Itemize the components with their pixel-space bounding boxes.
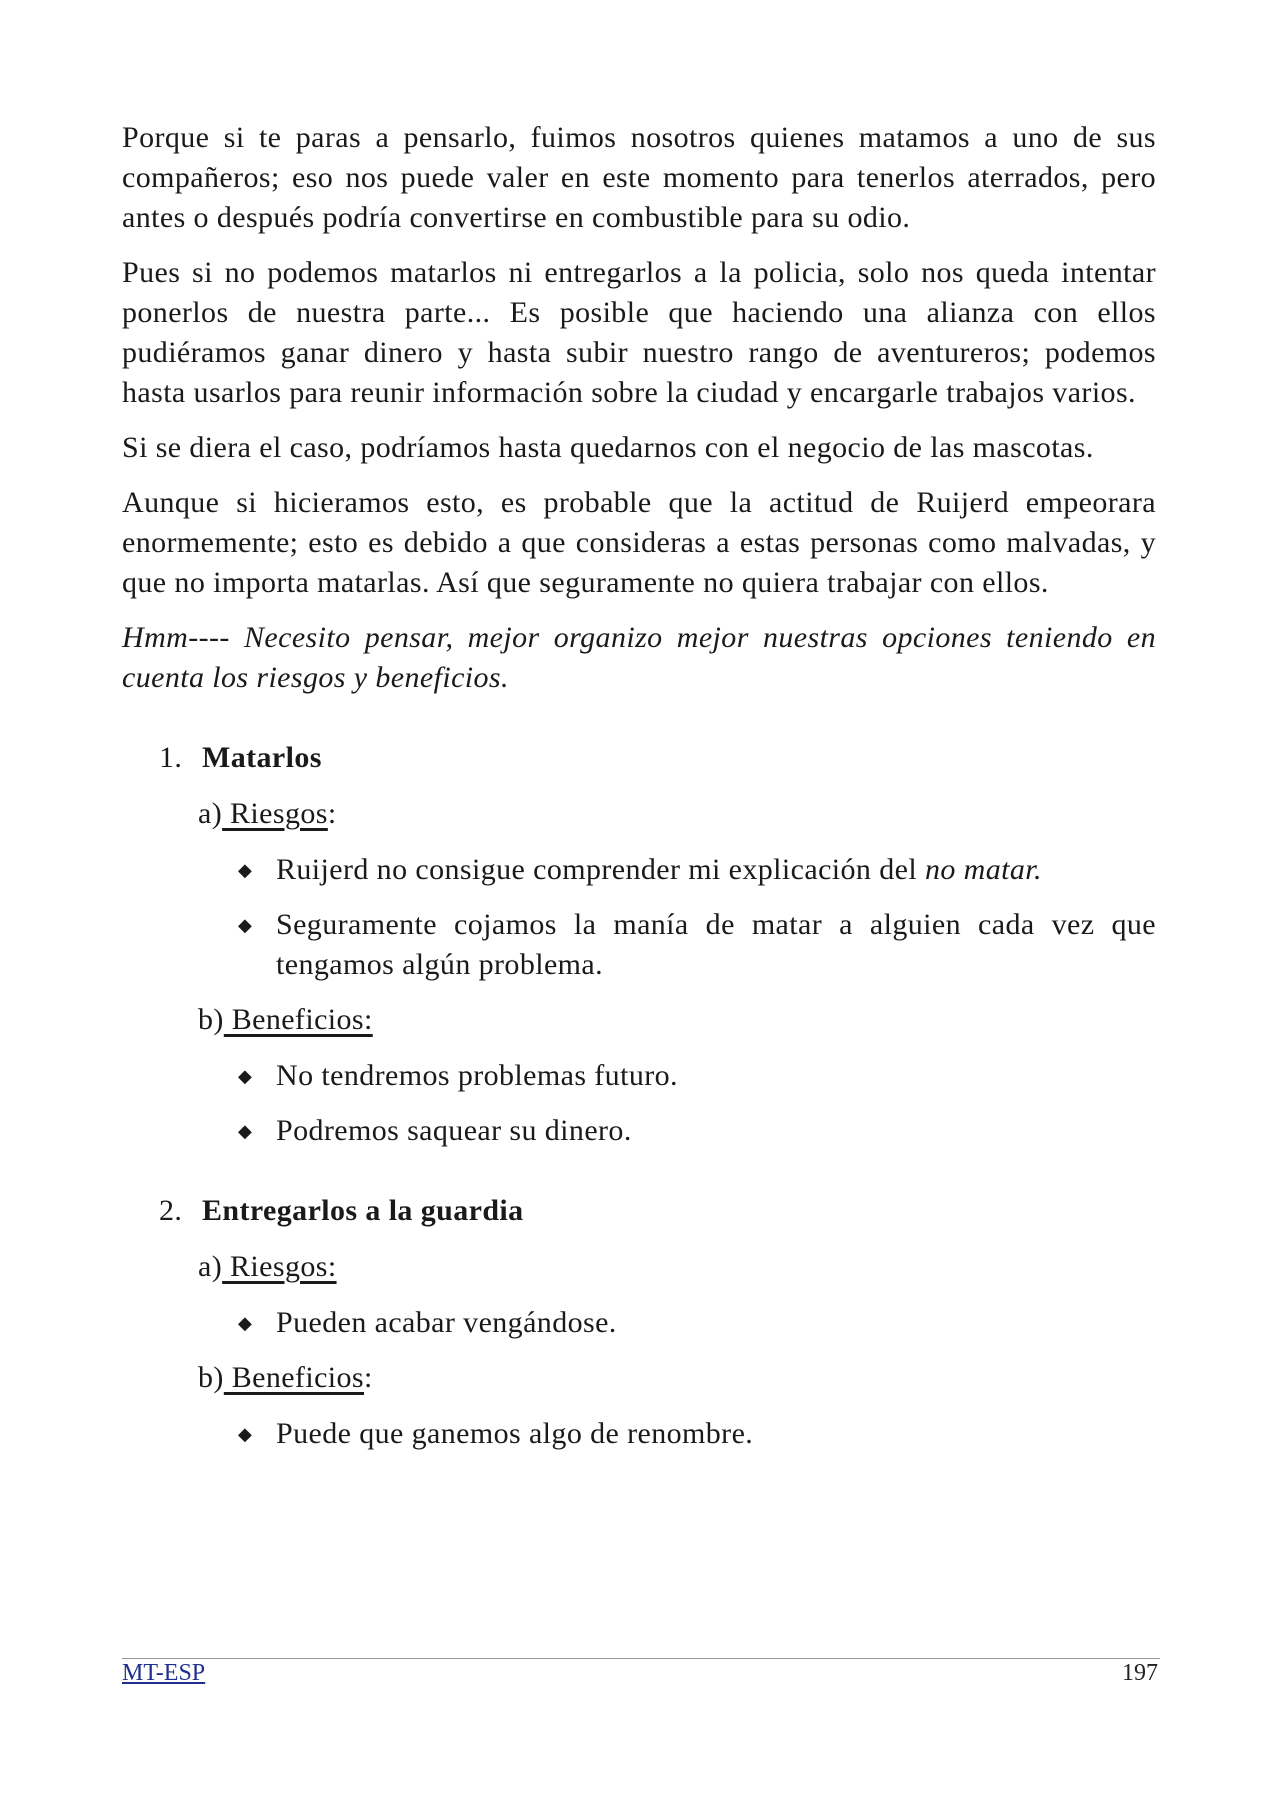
paragraph-4: Aunque si hicieramos esto, es probable que la actitud de Ruijerd empeorara enormemente; esto es debido a que consideras a estas personas como malvadas, y que no importa matarlas. Así que seguramente no quiera trabajar con ellos. xyxy=(122,486,1156,599)
benefits-letter: b) xyxy=(198,1361,224,1394)
risks-label: Riesgos: xyxy=(222,1250,337,1283)
diamond-bullet-icon: ◆ xyxy=(238,1424,253,1444)
diamond-bullet-icon: ◆ xyxy=(238,860,253,880)
page-number: 197 xyxy=(1122,1660,1158,1686)
option-section-2 xyxy=(122,1191,1156,1454)
diamond-bullet-icon: ◆ xyxy=(238,1121,253,1141)
benefits-heading xyxy=(122,1000,1156,1040)
list-item xyxy=(122,905,1156,985)
benefits-letter: b) xyxy=(198,1003,224,1036)
option-section-1 xyxy=(122,738,1156,1151)
risks-heading xyxy=(122,794,1156,834)
section-heading xyxy=(122,1191,1156,1231)
section-number: 1. xyxy=(159,741,183,774)
paragraph-3: Si se diera el caso, podríamos hasta quedarnos con el negocio de las mascotas. xyxy=(122,431,1094,464)
benefits-label: Beneficios: xyxy=(223,1003,373,1036)
risks-heading xyxy=(122,1247,1156,1287)
risks-label: Riesgos xyxy=(222,797,328,830)
section-title: Entregarlos a la guardia xyxy=(202,1194,524,1227)
list-item-text: Ruijerd no consigue comprender mi explicación del no matar. xyxy=(276,853,1042,886)
paragraph-2: Pues si no podemos matarlos ni entregarlos a la policia, solo nos queda intentar ponerlos de nuestra parte... Es posible que haciendo una alianza con ellos pudiéramos ganar dinero y hasta subir nuestro rango de aventureros; podemos hasta usarlos para reunir información sobre la ciudad y encargarle trabajos varios. xyxy=(122,256,1156,409)
risks-list xyxy=(122,1303,1156,1343)
risks-letter: a) xyxy=(198,1250,223,1283)
list-item xyxy=(122,1111,1156,1151)
section-title: Matarlos xyxy=(202,741,322,774)
section-heading xyxy=(122,738,1156,778)
footer-divider xyxy=(122,1658,1160,1659)
benefits-list xyxy=(122,1056,1156,1151)
list-item-text: Podremos saquear su dinero. xyxy=(276,1114,632,1147)
list-item-text: Seguramente cojamos la manía de matar a alguien cada vez que tengamos algún problema. xyxy=(276,908,1156,981)
benefits-list xyxy=(122,1414,1156,1454)
benefits-colon: : xyxy=(364,1361,373,1394)
paragraph-1: Porque si te paras a pensarlo, fuimos nosotros quienes matamos a uno de sus compañeros; eso nos puede valer en este momento para tenerlos aterrados, pero antes o después podría convertirse en combustible para su odio. xyxy=(122,121,1156,234)
benefits-heading xyxy=(122,1358,1156,1398)
footer-link[interactable]: MT-ESP xyxy=(122,1660,206,1686)
section-number: 2. xyxy=(159,1194,183,1227)
list-item-text: No tendremos problemas futuro. xyxy=(276,1059,678,1092)
list-item xyxy=(122,1414,1156,1454)
list-item-text: Puede que ganemos algo de renombre. xyxy=(276,1417,754,1450)
list-item xyxy=(122,1056,1156,1096)
risks-list xyxy=(122,850,1156,985)
risks-letter: a) xyxy=(198,797,223,830)
benefits-label: Beneficios xyxy=(223,1361,364,1394)
diamond-bullet-icon: ◆ xyxy=(238,915,253,935)
emphasis-text: no matar. xyxy=(924,853,1042,886)
diamond-bullet-icon: ◆ xyxy=(238,1066,253,1086)
list-item-text: Pueden acabar vengándose. xyxy=(276,1306,617,1339)
list-item xyxy=(122,850,1156,890)
paragraph-5-italic: Hmm---- Necesito pensar, mejor organizo mejor nuestras opciones teniendo en cuenta los riesgos y beneficios. xyxy=(122,621,1156,694)
page-content xyxy=(122,118,1156,1469)
diamond-bullet-icon: ◆ xyxy=(238,1313,253,1333)
list-item xyxy=(122,1303,1156,1343)
risks-colon: : xyxy=(327,797,337,830)
